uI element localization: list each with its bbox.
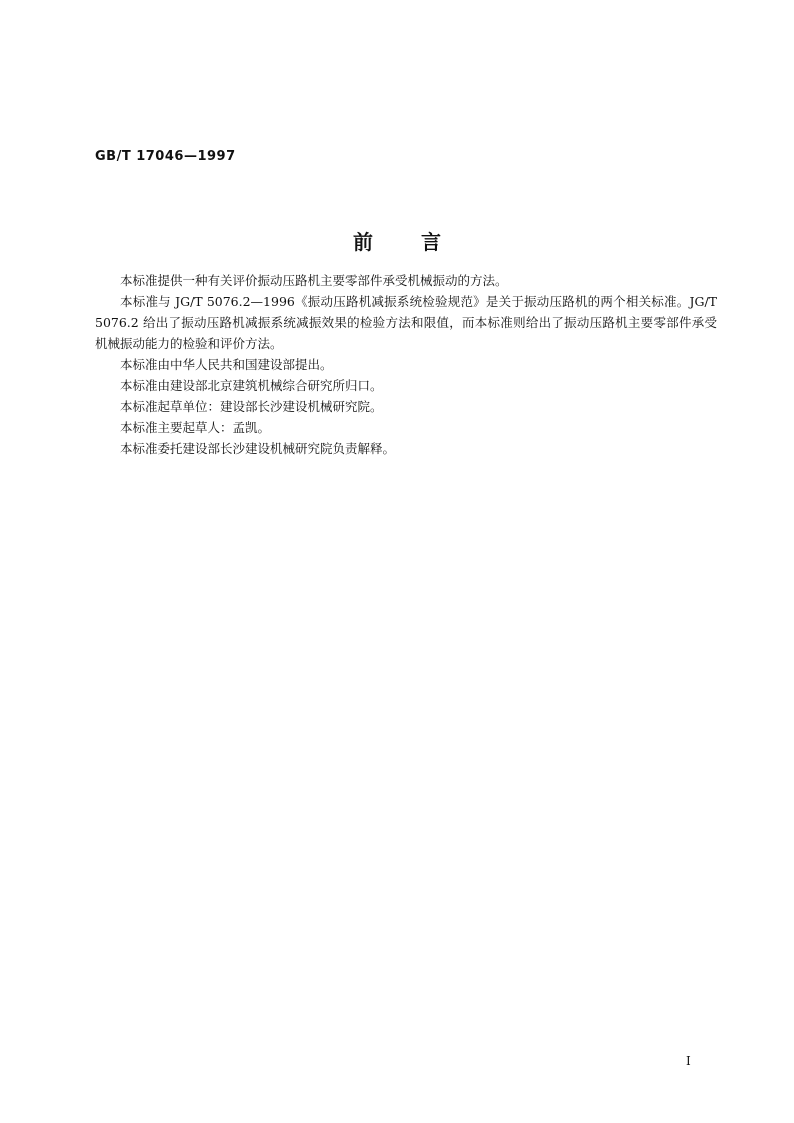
paragraph-purpose: 本标准提供一种有关评价振动压路机主要零部件承受机械振动的方法。 [120,273,508,288]
paragraph-drafter: 本标准主要起草人：孟凯。 [120,420,271,435]
paragraph-drafting-unit: 本标准起草单位：建设部长沙建设机械研究院。 [120,399,383,414]
paragraph-interpretation: 本标准委托建设部长沙建设机械研究院负责解释。 [120,441,396,456]
paragraph-related-standard: 本标准与 JG/T 5076.2—1996《振动压路机减振系统检验规范》是关于振动压路机的两个相关标准。JG/T 5076.2 给出了振动压路机减振系统减振效果的检验方法和限值，而本标准则给出了振动压路机主要零部件承受机械振动能力的检验和评价方法。 [95,294,717,351]
standard-number: GB/T 17046—1997 [95,149,236,164]
paragraph-proposer: 本标准由中华人民共和国建设部提出。 [120,357,333,372]
paragraph-administrator: 本标准由建设部北京建筑机械综合研究所归口。 [120,378,383,393]
page-title: 前言 [353,230,489,254]
page-number: I [686,1054,691,1068]
preface-body [95,270,717,459]
